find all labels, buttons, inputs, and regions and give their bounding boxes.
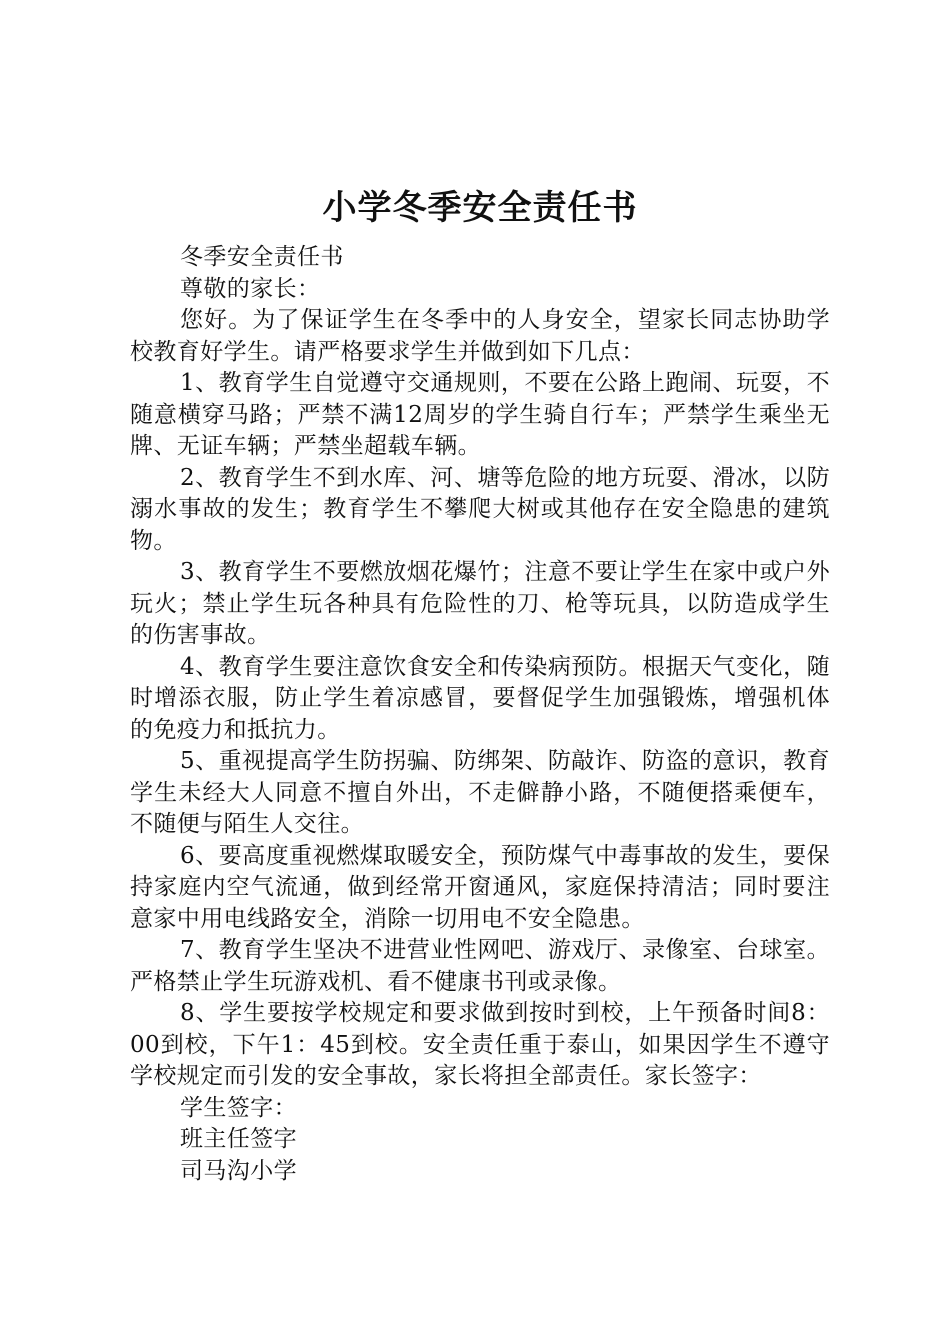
- doc-subtitle: 冬季安全责任书: [180, 244, 344, 270]
- rule-7-paragraph: 7、教育学生坚决不进营业性网吧、游戏厅、录像室、台球室。严格禁止学生玩游戏机、看不健康书刊或录像。: [130, 937, 830, 995]
- document-body: [130, 242, 830, 1187]
- student-signature-line: 学生签字：: [180, 1094, 297, 1121]
- school-name: 司马沟小学: [180, 1157, 297, 1184]
- intro-paragraph: 您好。为了保证学生在冬季中的人身安全，望家长同志协助学校教育好学生。请严格要求学生并做到如下几点：: [130, 307, 830, 365]
- rule-5-paragraph: 5、重视提高学生防拐骗、防绑架、防敲诈、防盗的意识，教育学生未经大人同意不擅自外出，不走僻静小路，不随便搭乘便车，不随便与陌生人交往。: [130, 748, 830, 837]
- document-page: [130, 186, 830, 1187]
- rule-6-paragraph: 6、要高度重视燃煤取暖安全，预防煤气中毒事故的发生，要保持家庭内空气流通，做到经常开窗通风，家庭保持清洁；同时要注意家中用电线路安全，消除一切用电不安全隐患。: [130, 842, 830, 932]
- rule-8-paragraph: 8、学生要按学校规定和要求做到按时到校，上午预备时间8：00到校，下午1：45到校。安全责任重于泰山，如果因学生不遵守学校规定而引发的安全事故，家长将担全部责任。家长签字：: [130, 1000, 830, 1089]
- rule-4-paragraph: 4、教育学生要注意饮食安全和传染病预防。根据天气变化，随时增添衣服，防止学生着凉感冒，要督促学生加强锻炼，增强机体的免疫力和抵抗力。: [130, 653, 830, 743]
- rule-2-paragraph: 2、教育学生不到水库、河、塘等危险的地方玩耍、滑冰，以防溺水事故的发生；教育学生不攀爬大树或其他存在安全隐患的建筑物。: [130, 464, 830, 554]
- salutation: 尊敬的家长：: [180, 275, 321, 302]
- teacher-signature-line: 班主任签字: [180, 1126, 297, 1152]
- document-title: 小学冬季安全责任书: [322, 188, 638, 228]
- rule-1-paragraph: 1、教育学生自觉遵守交通规则，不要在公路上跑闹、玩耍，不随意横穿马路；严禁不满12周岁的学生骑自行车；严禁学生乘坐无牌、无证车辆；严禁坐超载车辆。: [130, 370, 830, 459]
- rule-3-paragraph: 3、教育学生不要燃放烟花爆竹；注意不要让学生在家中或户外玩火；禁止学生玩各种具有危险性的刀、枪等玩具，以防造成学生的伤害事故。: [130, 559, 830, 648]
